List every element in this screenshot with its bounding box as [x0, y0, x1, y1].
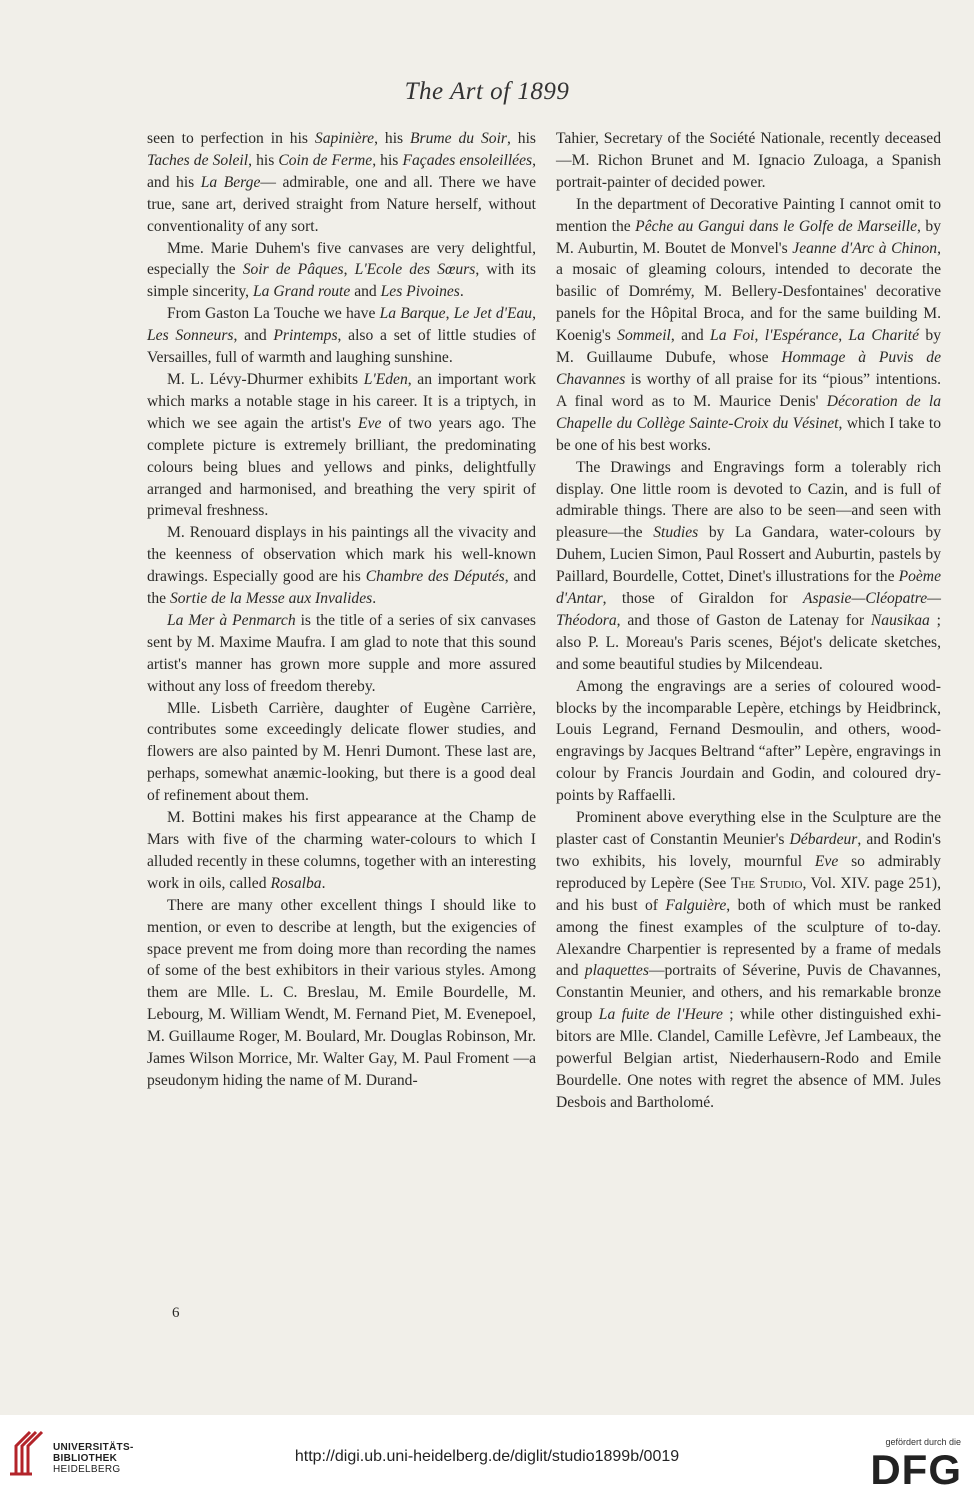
right-column-paragraph: Tahier, Secretary of the Société Nationale, recently deceased—M. Richon Brunet and M. Ignacio Zuloaga, a Spanish portrait-painter of decided power.	[556, 130, 941, 191]
library-name-line-3: HEIDELBERG	[53, 1464, 121, 1475]
running-title: The Art of 1899	[404, 78, 570, 105]
left-column-paragraph: Mlle. Lisbeth Carrière, daughter of Eugène Carrière, contributes some exceedingly delicate flower studies, and flowers are also painted by M. Henri Dumont. These last are, perhaps, somewhat anæmic-looking, but there is a good deal of refinement about them.	[147, 699, 536, 805]
left-column-paragraph: seen to perfection in his Sapinière, his Brume du Soir, his Taches de Soleil, his Coin de Ferme, his Façades ensoleillées, and his La Berge— admirable, one and all. There we have true, sane art, derived straight from Nature herself, without conventionality of any sort.	[147, 130, 536, 235]
right-column-paragraph: Among the engravings are a series of coloured wood-blocks by the incomparable Lepère, etchings by Heidbrinck, Louis Legrand, Fernand Desmoulin, and others, wood-engravings by Jacques Beltrand “after” Lepère, engravings in colour by Francis Jourdain and Godin, and coloured dry-points by Raffaelli.	[556, 677, 941, 805]
left-column-paragraph: M. Renouard displays in his paintings all the vivacity and the keenness of observation which mark his well-known drawings. Especially good are his Chambre des Députés, and the Sortie de la Messe aux Invalides.	[147, 524, 536, 608]
dfg-logo: DFG	[870, 1446, 962, 1493]
right-column-paragraph: Prominent above everything else in the Sculpture are the plaster cast of Constantin Meunier's Débardeur, and Rodin's two exhibits, his lovely, mournful Eve so admirably reproduced by Lepère (See The Studio, Vol. XIV. page 251), and his bust of Falguière, both of which must be ranked among the finest examples of the sculpture of to-day. Alexandre Charpentier is represented by a frame of medals and plaquettes—portraits of Séverine, Puvis de Chavannes, Constantin Meunier, and others, and his remarkable bronze group La fuite de l'Heure ; while other distinguished exhibitors are Mlle. Clandel, Camille Lefèvre, Jef Lambeaux, the powerful Belgian artist, Niederhausern-Rodo and Emile Bourdelle. One notes with regret the absence of MM. Jules Desbois and Bartholomé.	[556, 809, 942, 1111]
right-column-paragraph: The Drawings and Engravings form a tolerably rich display. One little room is devoted to Cazin, and is full of admirable things. There are also to be seen—and seen with pleasure—the Studies by La Gandara, water-colours by Duhem, Lucien Simon, Paul Rossert and Auburtin, pastels by Paillard, Bourdelle, Cottet, Dinet's illustrations for the Poème d'Antar, those of Giraldon for Aspasie—Cléopatre—Théodora, and those of Gaston de Latenay for Nausikaa ; also P. L. Moreau's Paris scenes, Béjot's delicate sketches, and some beautiful studies by Milcendeau.	[556, 458, 941, 673]
left-column-paragraph: There are many other excellent things I should like to mention, or even to describe at length, but the exigencies of space prevent me from doing more than recording the names of some of the best exhibitors in their various styles. Among them are Mlle. L. C. Breslau, M. Emile Bourdelle, M. Lebourg, M. William Wendt, M. Fernand Piet, M. Evenepoel, M. Guillaume Roger, M. Boulard, Mr. Douglas Robinson, Mr. James Wilson Morrice, Mr. Walter Gay, M. Paul Froment —a pseudonym hiding the name of M. Durand-	[147, 896, 536, 1089]
left-column-paragraph: La Mer à Penmarch is the title of a series of six canvases sent by M. Maxime Maufra. I am glad to note that this sound artist's manner has grown more supple and more assured without any loss of freedom thereby.	[147, 611, 536, 695]
left-column	[147, 128, 536, 1092]
left-column-paragraph: M. Bottini makes his first appearance at the Champ de Mars with five of the charming water-colours to which I alluded recently in these columns, together with an interesting work in oils, called Rosalba.	[147, 809, 536, 892]
library-name-line-2: BIBLIOTHEK	[53, 1453, 118, 1464]
page-number: 6	[172, 1305, 180, 1321]
left-column-paragraph: Mme. Marie Duhem's five canvases are very delightful, especially the Soir de Pâques, L'Ecole des Sœurs, with its simple sincerity, La Grand route and Les Pivoines.	[147, 239, 536, 301]
funded-by-label: gefördert durch die	[885, 1437, 961, 1447]
left-column-paragraph: M. L. Lévy-Dhurmer exhibits L'Eden, an important work which marks a notable stage in his career. It is a triptych, in which we see again the artist's Eve of two years ago. The complete picture is extremely brilliant, the predominating colours being blues and yellows and pinks, delightfully arranged and harmonised, and breathing the very spirit of primeval freshness.	[147, 370, 536, 520]
permalink-url[interactable]: http://digi.ub.uni-heidelberg.de/diglit/studio1899b/0019	[294, 1448, 680, 1465]
library-name-line-1: UNIVERSITÄTS-	[53, 1442, 134, 1453]
footer-bar	[0, 1415, 974, 1497]
right-column-paragraph: In the department of Decorative Painting I cannot omit to mention the Pêche au Gangui dans le Golfe de Marseille, by M. Auburtin, M. Boutet de Monvel's Jeanne d'Arc à Chinon, a mosaic of gleaming colours, intended to decorate the basilic of Domrémy, M. Bellery-Desfontaines' decorative panels for the Hôpital Broca, and for the same building M. Koenig's Sommeil, and La Foi, l'Espérance, La Charité by M. Guillaume Dubufe, whose Hommage à Puvis de Chavannes is worthy of all praise for its “pious” intentions. A final word as to M. Maurice Denis' Décoration de la Chapelle du Collège Sainte-Croix du Vésinet, which I take to be one of his best works.	[556, 195, 942, 454]
right-column	[556, 128, 941, 1114]
left-column-paragraph: From Gaston La Touche we have La Barque, Le Jet d'Eau, Les Sonneurs, and Printemps, also a set of little studies of Versailles, full of warmth and laughing sunshine.	[147, 305, 537, 367]
